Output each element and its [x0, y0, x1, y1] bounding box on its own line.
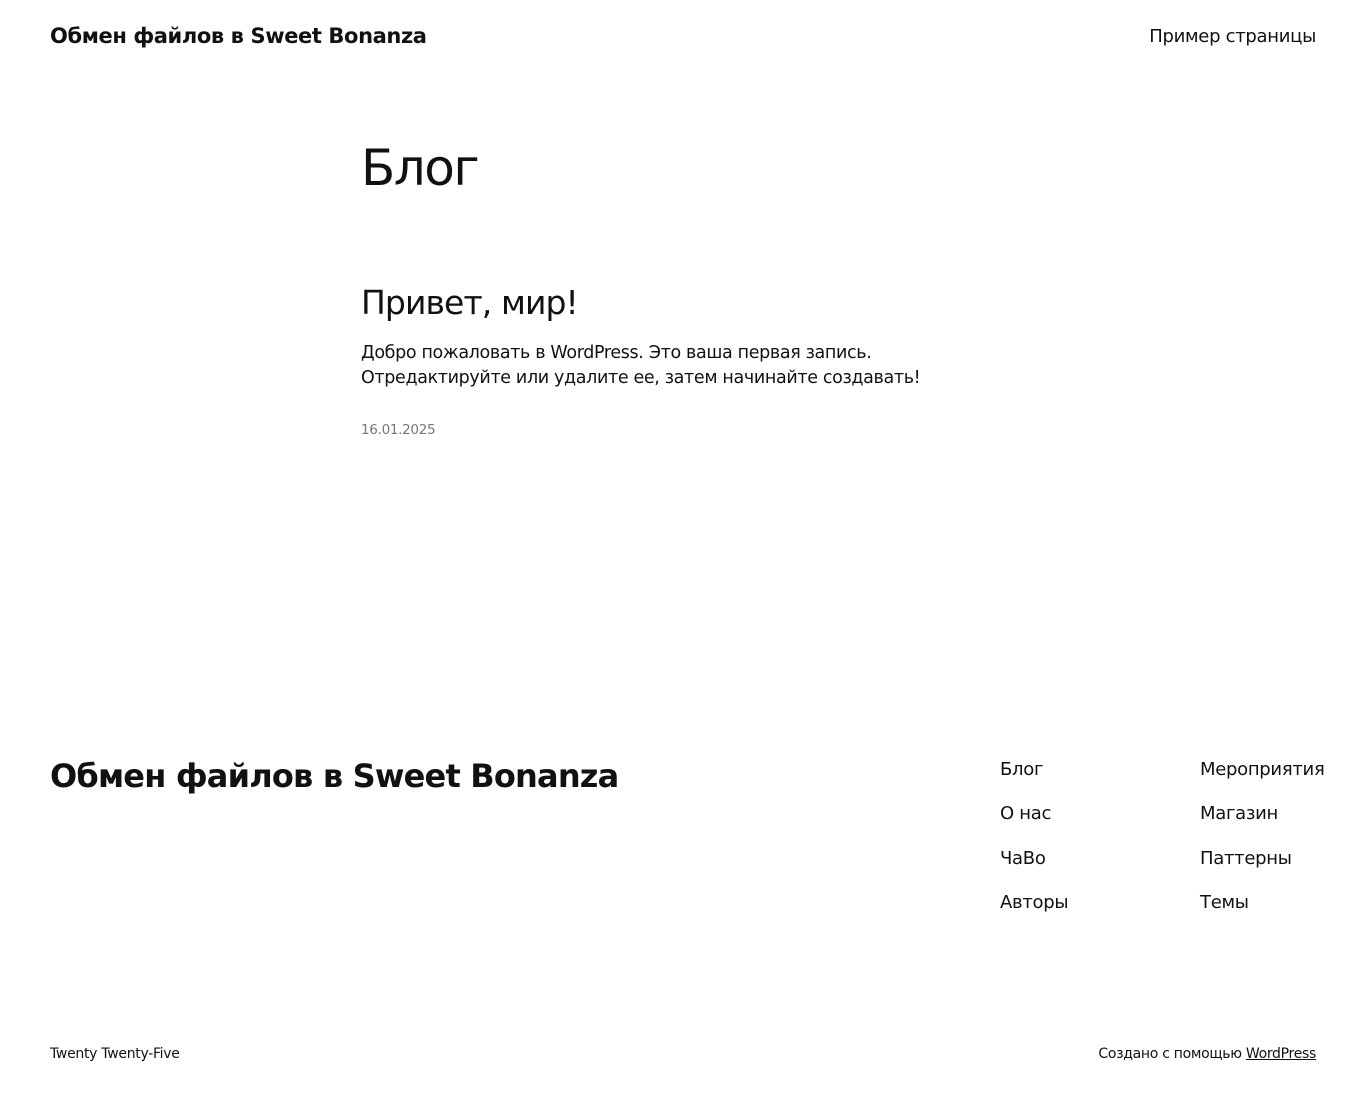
- footer-link-patterns[interactable]: Паттерны: [1200, 847, 1292, 869]
- nav-link-sample-page[interactable]: Пример страницы: [1149, 25, 1316, 47]
- footer-link-faq[interactable]: ЧаВо: [1000, 847, 1046, 869]
- footer-link-events[interactable]: Мероприятия: [1200, 759, 1325, 780]
- site-header: [50, 20, 1316, 52]
- post-date[interactable]: 16.01.2025: [361, 422, 436, 438]
- post-excerpt: Добро пожаловать в WordPress. Это ваша первая запись. Отредактируйте или удалите ее, затем начинайте создавать!: [361, 343, 921, 388]
- footer-nav-column-1: [1000, 758, 1068, 935]
- header-nav: [1149, 26, 1316, 47]
- wordpress-credit-link[interactable]: WordPress: [1245, 1046, 1316, 1062]
- credit-text: [1098, 1046, 1316, 1062]
- post-item: [361, 282, 1006, 438]
- page-title: Блог: [361, 139, 479, 197]
- post-title-link[interactable]: Привет, мир!: [361, 283, 578, 322]
- theme-name: Twenty Twenty-Five: [50, 1046, 180, 1062]
- credit-prefix: Создано с помощью: [1098, 1046, 1246, 1062]
- footer-nav-column-2: [1200, 758, 1324, 935]
- footer-bottom-bar: [50, 1044, 1316, 1064]
- footer-link-about[interactable]: О нас: [1000, 803, 1052, 825]
- footer-link-blog[interactable]: Блог: [1000, 759, 1044, 780]
- footer-site-title-link[interactable]: Обмен файлов в Sweet Bonanza: [50, 757, 619, 795]
- site-title-link[interactable]: Обмен файлов в Sweet Bonanza: [50, 24, 427, 48]
- footer-link-themes[interactable]: Темы: [1200, 891, 1249, 913]
- footer-link-shop[interactable]: Магазин: [1200, 803, 1278, 825]
- footer-link-authors[interactable]: Авторы: [1000, 891, 1069, 913]
